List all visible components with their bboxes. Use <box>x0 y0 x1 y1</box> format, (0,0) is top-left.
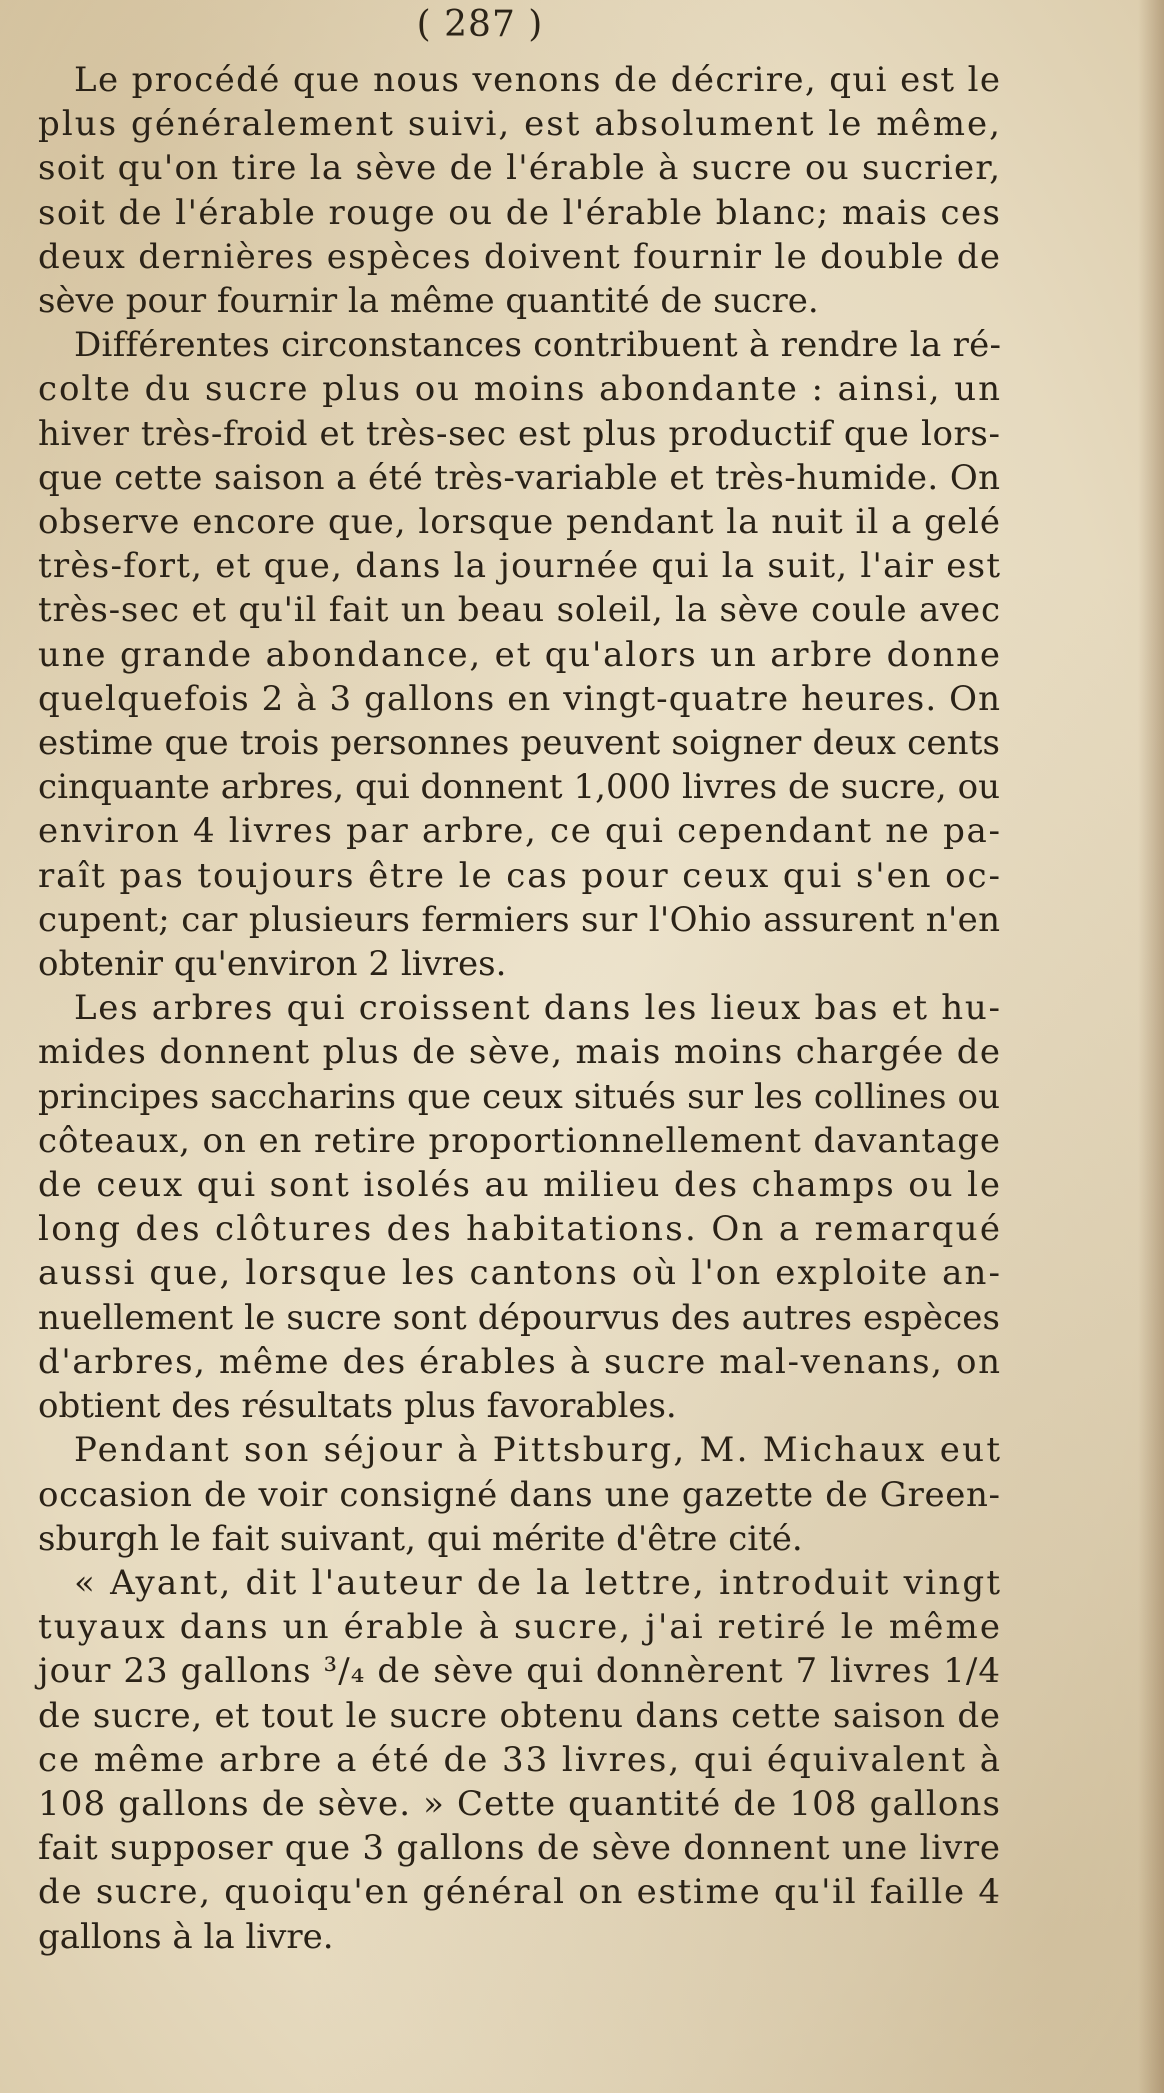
text-line: 108 gallons de sève. » Cette quantité de 108 gallons <box>38 1783 1002 1824</box>
text-line: d'arbres, même des érables à sucre mal-venans, on <box>38 1341 1002 1382</box>
text-line: côteaux, on en retire proportionnellement davantage <box>38 1120 1001 1161</box>
text-line: aussi que, lorsque les cantons où l'on exploite an- <box>38 1253 1003 1294</box>
text-line: mides donnent plus de sève, mais moins chargée de <box>38 1032 1002 1073</box>
text-line: Les arbres qui croissent dans les lieux bas et hu- <box>74 988 1002 1029</box>
text-line: tuyaux dans un érable à sucre, j'ai retiré le même <box>38 1607 1003 1648</box>
text-line: ce même arbre a été de 33 livres, qui équivalent à <box>38 1739 1002 1780</box>
text-line: sburgh le fait suivant, qui mérite d'être cité. <box>38 1518 803 1559</box>
paragraph <box>38 1428 1003 1561</box>
page-gutter-shadow <box>1138 0 1164 2093</box>
paragraph <box>38 323 1000 986</box>
text-line: occasion de voir consigné dans une gazette de Green- <box>38 1474 1001 1515</box>
text-line: Différentes circonstances contribuent à rendre la ré- <box>74 325 1002 366</box>
text-line: colte du sucre plus ou moins abondante : ainsi, un <box>38 369 1002 410</box>
text-line: estime que trois personnes peuvent soigner deux cents <box>38 723 1001 764</box>
text-line: obtient des résultats plus favorables. <box>38 1386 677 1427</box>
text-line: Le procédé que nous venons de décrire, qui est le <box>74 60 1002 100</box>
text-line: plus généralement suivi, est absolument le même, <box>38 104 1003 145</box>
paragraph <box>38 58 1003 323</box>
text-line: nuellement le sucre sont dépourvus des autres espèces <box>38 1297 1001 1338</box>
text-line: très-fort, et que, dans la journée qui la suit, l'air est <box>38 546 1002 587</box>
text-line: quelquefois 2 à 3 gallons en vingt-quatre heures. On <box>38 678 1002 719</box>
text-line: « Ayant, dit l'auteur de la lettre, introduit vingt <box>74 1562 1003 1603</box>
text-line: très-sec et qu'il fait un beau soleil, la sève coule avec <box>38 590 1001 631</box>
text-line: long des clôtures des habitations. On a remarqué <box>38 1209 1003 1250</box>
text-line: deux dernières espèces doivent fournir le double de <box>38 236 1002 277</box>
text-line: raît pas toujours être le cas pour ceux qui s'en oc- <box>38 855 1002 896</box>
text-line: cupent; car plusieurs fermiers sur l'Ohio assurent n'en <box>38 899 1001 940</box>
page-number: ( 287 ) <box>416 4 544 45</box>
body-text <box>38 58 1003 1959</box>
text-line: observe encore que, lorsque pendant la nuit il a gelé <box>38 502 1002 543</box>
text-line: obtenir qu'environ 2 livres. <box>38 944 507 985</box>
text-line: Pendant son séjour à Pittsburg, M. Michaux eut <box>74 1430 1003 1471</box>
text-line: principes saccharins que ceux situés sur les collines ou <box>38 1076 1001 1117</box>
paragraph <box>38 986 1003 1428</box>
text-line: que cette saison a été très-variable et très-humide. On <box>38 457 1001 498</box>
paragraph <box>38 1561 1003 1959</box>
text-line: de ceux qui sont isolés au milieu des champs ou le <box>38 1165 1002 1206</box>
text-line: soit de l'érable rouge ou de l'érable blanc; mais ces <box>38 192 1002 233</box>
text-line: sève pour fournir la même quantité de sucre. <box>38 281 819 322</box>
text-line: de sucre, quoiqu'en général on estime qu'il faille 4 <box>38 1872 1002 1913</box>
text-line: une grande abondance, et qu'alors un arbre donne <box>38 634 1002 675</box>
text-line: gallons à la livre. <box>38 1916 334 1957</box>
text-line: fait supposer que 3 gallons de sève donnent une livre <box>38 1828 1001 1869</box>
text-line: soit qu'on tire la sève de l'érable à sucre ou sucrier, <box>38 148 1002 189</box>
text-line: hiver très-froid et très-sec est plus productif que lors- <box>38 413 1001 454</box>
text-line: de sucre, et tout le sucre obtenu dans cette saison de <box>38 1695 1001 1736</box>
text-line: environ 4 livres par arbre, ce qui cependant ne pa- <box>38 811 1002 852</box>
text-line: jour 23 gallons ³/₄ de sève qui donnèrent 7 livres 1/4 <box>38 1651 1002 1692</box>
text-line: cinquante arbres, qui donnent 1,000 livres de sucre, ou <box>38 767 1001 808</box>
